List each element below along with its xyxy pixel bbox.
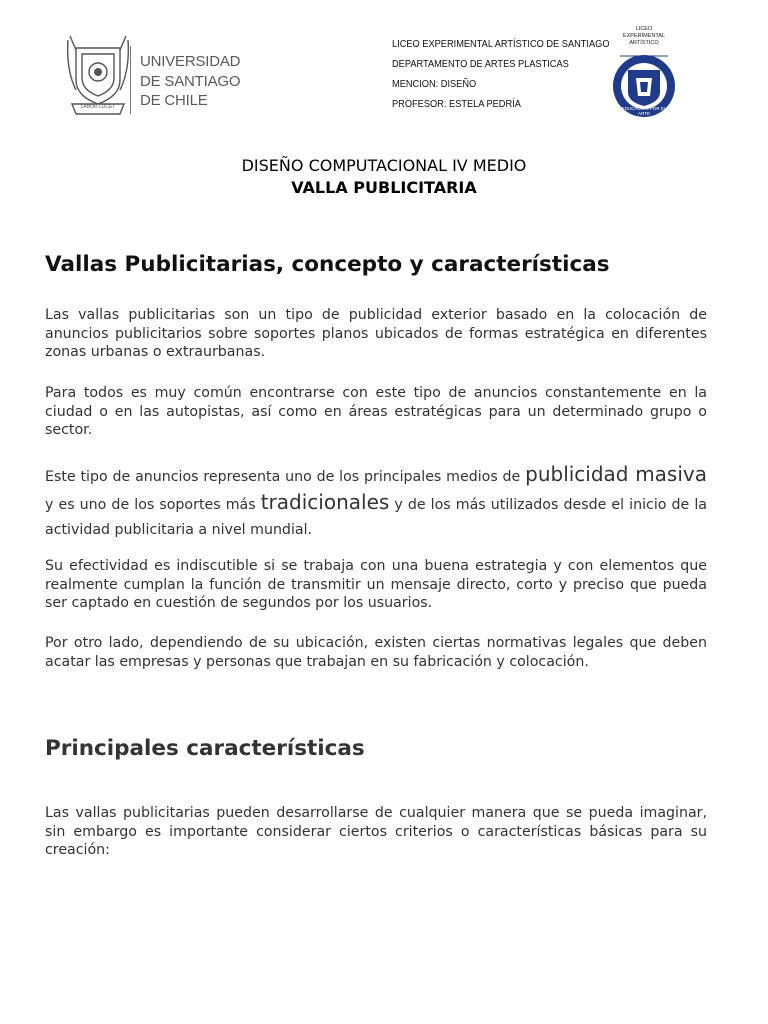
department: DEPARTAMENTO DE ARTES PLASTICAS: [392, 58, 569, 70]
logo-divider: [130, 46, 131, 114]
emphasis-publicidad-masiva: publicidad masiva: [525, 462, 707, 486]
university-line1: UNIVERSIDAD: [140, 53, 241, 70]
document-title-line2: VALLA PUBLICITARIA: [291, 178, 477, 197]
paragraph-5: Por otro lado, dependiendo de su ubicación, existen ciertas normativas legales que deben acatar las empresas y personas que trabajan en su fabricación y colocación.: [45, 635, 707, 670]
university-name: [140, 52, 240, 111]
paragraph-3-part-c: y es uno de los soportes más: [45, 497, 261, 513]
paragraph-3: [45, 462, 707, 543]
liceo-name: LICEO EXPERIMENTAL ARTÍSTICO DE SANTIAGO: [392, 38, 610, 50]
paragraph-4: Su efectividad es indiscutible si se trabaja con una buena estrategia y con elementos que realmente cumplan la función de transmitir un mensaje directo, corto y preciso que pueda ser captado en cuestión de segundos por los usuarios.: [45, 558, 707, 611]
professor: PROFESOR: ESTELA PEDRÍA: [392, 98, 521, 110]
university-motto: LABOR LUCET: [80, 104, 116, 110]
liceo-ring-text: EDUCACION POR EL ARTE: [621, 106, 667, 116]
heading-characteristics: Principales características: [45, 736, 365, 761]
mention: MENCION: DISEÑO: [392, 78, 477, 90]
paragraph-6: Las vallas publicitarias pueden desarrollarse de cualquier manera que se pueda imaginar, sin embargo es importante considerar ciertos criterios o características básicas para su creación:: [45, 805, 707, 858]
paragraph-3-part-a: Este tipo de anuncios representa uno de los principales medios de: [45, 469, 526, 485]
usach-logo: [62, 30, 241, 120]
liceo-logo: [606, 26, 682, 120]
paragraph-3-part-e: y de los más utilizados desde el inicio de la actividad publicitaria a nivel mundial.: [45, 497, 707, 538]
liceo-info: [392, 34, 610, 110]
university-line3: DE CHILE: [140, 92, 208, 109]
university-line2: DE SANTIAGO: [140, 72, 241, 90]
document-header: [0, 0, 768, 125]
liceo-logo-title: LICEO EXPERIMENTAL ARTÍSTICO: [622, 26, 666, 46]
paragraph-2: Para todos es muy común encontrarse con este tipo de anuncios constantemente en la ciudad o en las autopistas, así como en áreas estratégicas para un determinado grupo o sector.: [45, 385, 707, 438]
document-title-line1: DISEÑO COMPUTACIONAL IV MEDIO: [241, 156, 527, 175]
paragraph-1: Las vallas publicitarias son un tipo de publicidad exterior basado en la colocación de anuncios publicitarios sobre soportes planos ubicados de formas estratégica en diferentes zonas urbanas o extraurbanas.: [45, 307, 707, 360]
emphasis-tradicionales: tradicionales: [260, 490, 390, 514]
heading-concept: Vallas Publicitarias, concepto y características: [45, 252, 610, 277]
